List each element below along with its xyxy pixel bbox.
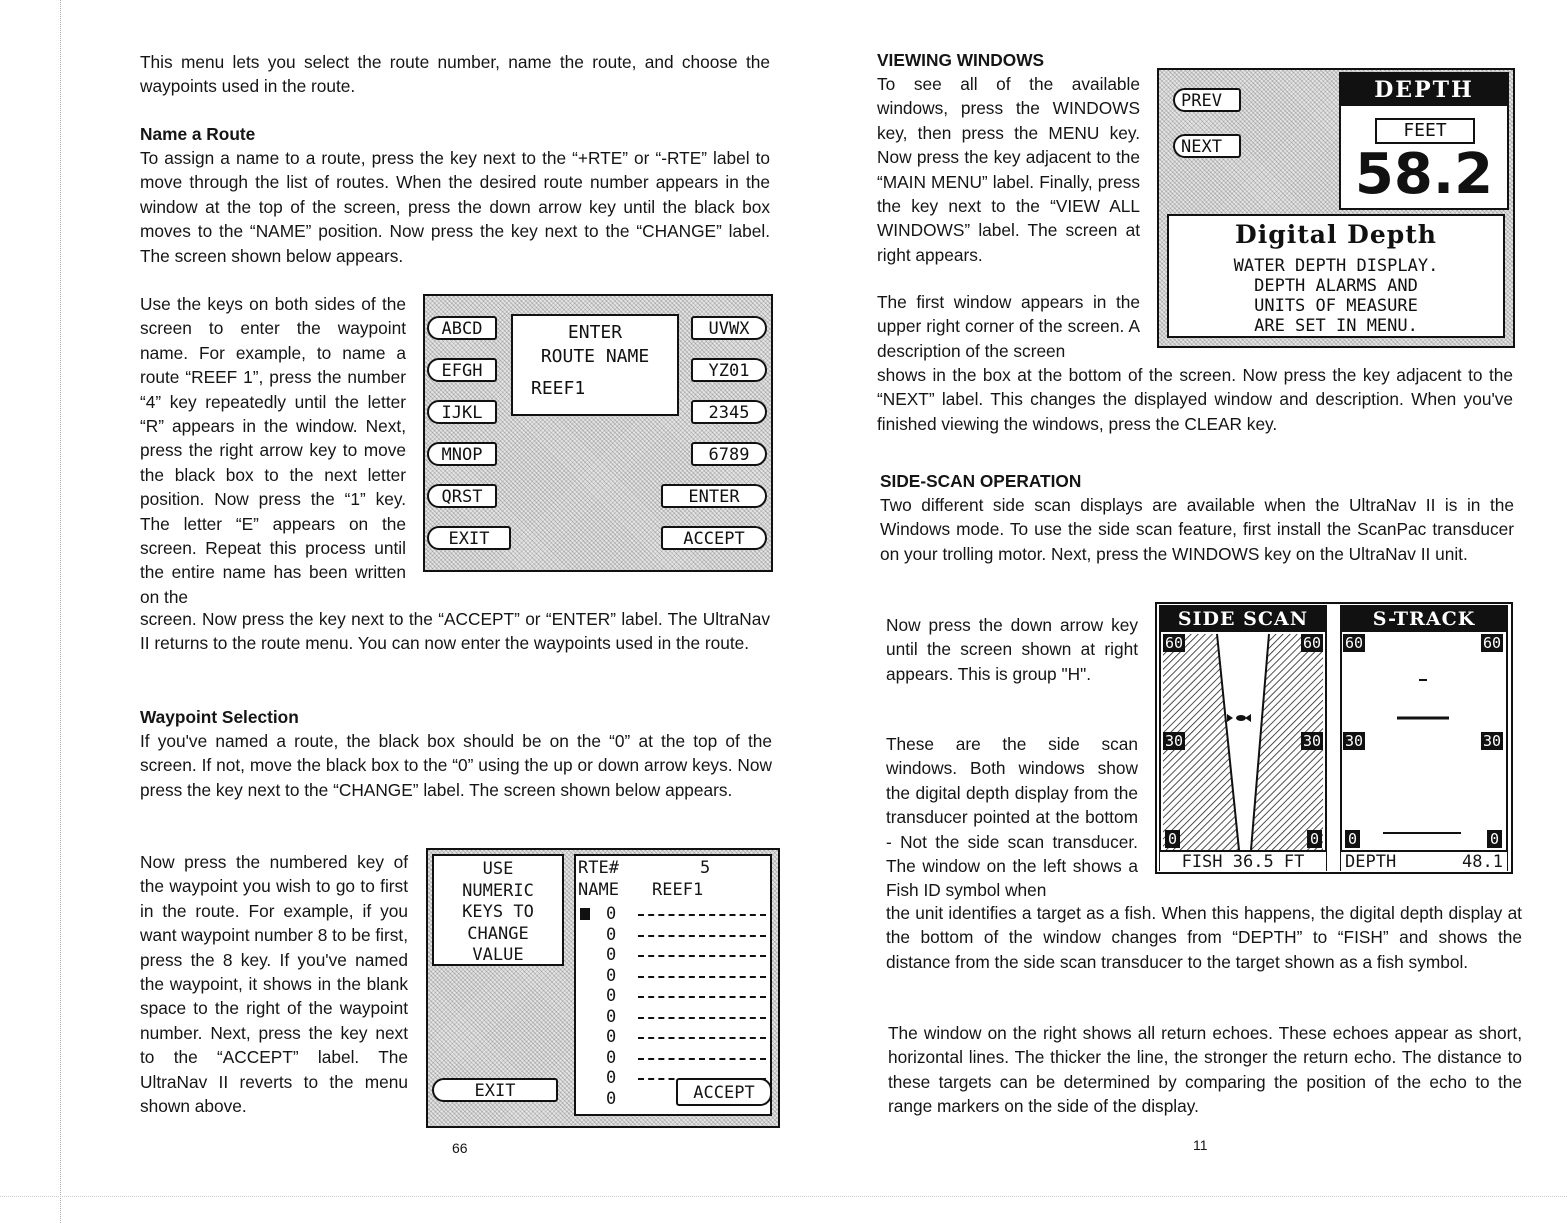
side-scan-graphics bbox=[1157, 604, 1511, 872]
waypoint-number: 0 bbox=[606, 986, 617, 1006]
side-scan-windows-continuation: the unit identifies a target as a fish. When this happens, the digital depth display at the bottom of the window changes from “DEPTH” to “FISH” and shows the distance from the side scan transducer to the target shown as a fish symbol. bbox=[886, 903, 1522, 972]
instruction-line: NUMERIC bbox=[462, 880, 534, 901]
depth-title: DEPTH bbox=[1341, 74, 1507, 106]
name-label: NAME bbox=[578, 880, 619, 900]
units-label: FEET bbox=[1375, 118, 1475, 144]
name-route-paragraph: To assign a name to a route, press the key next to the “+RTE” or “-RTE” label to move through the list of routes. When the desired route number appears in the window at the top of the screen, press the down arrow key until the black box moves to the “NAME” position. Now press the key next to the “CHANGE” label. The screen shown below appears. bbox=[140, 148, 770, 266]
key-ijkl[interactable]: IJKL bbox=[427, 400, 497, 424]
viewing-windows-heading: VIEWING WINDOWS bbox=[877, 50, 1045, 70]
range-marker: 60 bbox=[1483, 634, 1502, 652]
description-line: WATER DEPTH DISPLAY. bbox=[1233, 256, 1439, 276]
viewing-windows-continuation: shows in the box at the bottom of the screen. Now press the key adjacent to the “NEXT” label. This changes the displayed window and description. When you've finished viewing the windows, press the CLEAR key. bbox=[877, 365, 1513, 434]
viewing-windows-wrap-paragraph: The first window appears in the upper right corner of the screen. A description of the screen bbox=[877, 292, 1140, 361]
range-marker: 0 bbox=[1165, 830, 1180, 848]
side-scan-down-arrow-paragraph: Now press the down arrow key until the screen shown at right appears. This is group "H". bbox=[886, 615, 1138, 684]
key-abcd[interactable]: ABCD bbox=[427, 316, 497, 340]
waypoint-blank bbox=[638, 914, 766, 916]
name-value: REEF1 bbox=[652, 880, 704, 900]
waypoint-number: 0 bbox=[606, 924, 617, 945]
range-marker: 30 bbox=[1483, 732, 1502, 750]
route-list-panel bbox=[574, 854, 772, 1116]
route-name-value: REEF1 bbox=[531, 378, 586, 399]
description-line: DEPTH ALARMS AND bbox=[1254, 276, 1418, 296]
key-mnop[interactable]: MNOP bbox=[427, 442, 497, 466]
page-number-left: 66 bbox=[452, 1140, 468, 1156]
waypoint-number: 0 bbox=[606, 1068, 617, 1088]
waypoint-select-screen bbox=[426, 848, 780, 1128]
waypoint-number: 0 bbox=[606, 1088, 617, 1109]
s-track-footer bbox=[1341, 850, 1507, 872]
intro-paragraph: This menu lets you select the route number, name the route, and choose the waypoints used in the route. bbox=[140, 52, 770, 97]
waypoint-number: 0 bbox=[606, 904, 617, 924]
key-2345[interactable]: 2345 bbox=[691, 400, 767, 424]
scan-margin-bottom bbox=[0, 1196, 1567, 1197]
accept-button[interactable]: ACCEPT bbox=[676, 1078, 772, 1106]
route-name-box bbox=[511, 314, 679, 416]
description-box bbox=[1167, 214, 1505, 338]
side-scan-title: SIDE SCAN bbox=[1177, 608, 1309, 630]
range-marker: 60 bbox=[1165, 634, 1184, 652]
instruction-box bbox=[432, 854, 564, 966]
waypoint-wrap-paragraph: Now press the numbered key of the waypoint you wish to go to first in the route. For example, if you want waypoint number 8 to be first, press the 8 key. If you've named the waypoint, it shows in the blank space to the right of the waypoint number. Next, press the key next to the “ACCEPT” label. The UltraNav II reverts to the menu shown above. bbox=[140, 852, 408, 1117]
rte-label: RTE# bbox=[578, 858, 619, 878]
depth-readout: 48.1 bbox=[1462, 852, 1503, 872]
waypoint-blank bbox=[638, 996, 766, 998]
waypoint-paragraph: If you've named a route, the black box should be on the “0” at the top of the screen. If not, move the black box to the “0” using the up or down arrow keys. Now press the key next to the “CHANGE” label. The screen shown below appears. bbox=[140, 731, 772, 800]
instruction-line: USE bbox=[482, 859, 514, 879]
waypoint-blank bbox=[638, 1037, 766, 1039]
key-efgh[interactable]: EFGH bbox=[427, 358, 497, 382]
waypoint-blank bbox=[638, 935, 766, 937]
range-marker: 60 bbox=[1345, 634, 1364, 652]
key-uvwx[interactable]: UVWX bbox=[691, 316, 767, 340]
waypoint-number: 0 bbox=[606, 965, 617, 986]
range-marker: 30 bbox=[1165, 732, 1184, 750]
range-marker: 30 bbox=[1345, 732, 1364, 750]
scan-margin-left bbox=[60, 0, 61, 1223]
name-route-wrap-paragraph: Use the keys on both sides of the screen to enter the waypoint name. For example, to name a route “REEF 1”, press the number “4” key repeatedly until the letter “R” appears in the window. Next, press the right arrow key to move the black box to the next letter position. Now press the “1” key. The letter “E” appears on the screen. Repeat this process until the entire name has been written on the bbox=[140, 294, 406, 607]
waypoint-blank bbox=[638, 955, 766, 957]
side-scan-windows-paragraph: These are the side scan windows. Both windows show the digital depth display from the transducer pointed at the bottom - Not the side scan transducer. The window on the left shows a Fish ID symbol when bbox=[886, 734, 1138, 901]
range-marker: 60 bbox=[1303, 634, 1322, 652]
enter-route-name-screen bbox=[423, 294, 773, 572]
range-marker: 0 bbox=[1345, 830, 1360, 848]
fish-depth-readout: FISH 36.5 FT bbox=[1160, 850, 1326, 872]
exit-button[interactable]: EXIT bbox=[427, 526, 511, 550]
waypoint-number: 0 bbox=[606, 1047, 617, 1068]
s-track-paragraph: The window on the right shows all return echoes. These echoes appear as short, horizontal lines. The thicker the line, the stronger the return echo. The distance to these targets can be determined by comparing the position of the echo to the range markers on the side of the display. bbox=[888, 1023, 1522, 1117]
instruction-line: CHANGE bbox=[467, 923, 529, 944]
description-title: Digital Depth bbox=[1235, 220, 1437, 249]
depth-window bbox=[1339, 72, 1509, 210]
depth-label: DEPTH bbox=[1345, 852, 1397, 872]
side-scan-paragraph: Two different side scan displays are available when the UltraNav II is in the Windows mode. To use the side scan feature, first install the ScanPac transducer on your trolling motor. Next, press the WINDOWS key on the UltraNav II unit. bbox=[880, 495, 1514, 564]
enter-button[interactable]: ENTER bbox=[661, 484, 767, 508]
route-name-title: ROUTE NAME bbox=[540, 346, 650, 367]
waypoint-heading: Waypoint Selection bbox=[140, 707, 299, 727]
exit-button[interactable]: EXIT bbox=[432, 1078, 558, 1102]
key-6789[interactable]: 6789 bbox=[691, 442, 767, 466]
s-track-title: S-TRACK bbox=[1372, 608, 1476, 630]
side-scan-screen bbox=[1155, 602, 1513, 874]
prev-button[interactable]: PREV bbox=[1173, 88, 1241, 112]
next-button[interactable]: NEXT bbox=[1173, 134, 1241, 158]
selection-cursor bbox=[580, 908, 590, 920]
range-marker: 30 bbox=[1303, 732, 1322, 750]
instruction-line: VALUE bbox=[472, 945, 524, 965]
description-line: ARE SET IN MENU. bbox=[1254, 316, 1418, 336]
name-route-heading: Name a Route bbox=[140, 124, 256, 144]
depth-value: 58.2 bbox=[1354, 142, 1494, 207]
side-scan-heading: SIDE-SCAN OPERATION bbox=[880, 471, 1082, 491]
accept-button[interactable]: ACCEPT bbox=[661, 526, 767, 550]
waypoint-number: 0 bbox=[606, 1006, 617, 1027]
waypoint-number: 0 bbox=[606, 945, 617, 965]
waypoint-blank bbox=[638, 976, 766, 978]
waypoint-blank bbox=[638, 1058, 766, 1060]
viewing-windows-paragraph: To see all of the available windows, press the WINDOWS key, then press the MENU key. Now press the key adjacent to the “MAIN MENU” label. Finally, press the key next to the “VIEW ALL WINDOWS” label. The screen at right appears. bbox=[877, 74, 1140, 265]
name-route-continuation: screen. Now press the key next to the “ACCEPT” or “ENTER” label. The UltraNav II returns to the route menu. You can now enter the waypoints used in the route. bbox=[140, 609, 770, 654]
waypoint-blank bbox=[638, 1017, 766, 1019]
range-marker: 0 bbox=[1307, 830, 1322, 848]
view-windows-screen bbox=[1157, 68, 1515, 348]
page-number-right: 11 bbox=[1193, 1137, 1208, 1153]
enter-title: ENTER bbox=[567, 322, 623, 343]
waypoint-number: 0 bbox=[606, 1027, 617, 1047]
rte-value: 5 bbox=[700, 858, 711, 878]
description-line: UNITS OF MEASURE bbox=[1254, 296, 1418, 316]
instruction-line: KEYS TO bbox=[462, 902, 534, 922]
range-marker: 0 bbox=[1487, 830, 1502, 848]
key-yz01[interactable]: YZ01 bbox=[691, 358, 767, 382]
key-qrst[interactable]: QRST bbox=[427, 484, 497, 508]
